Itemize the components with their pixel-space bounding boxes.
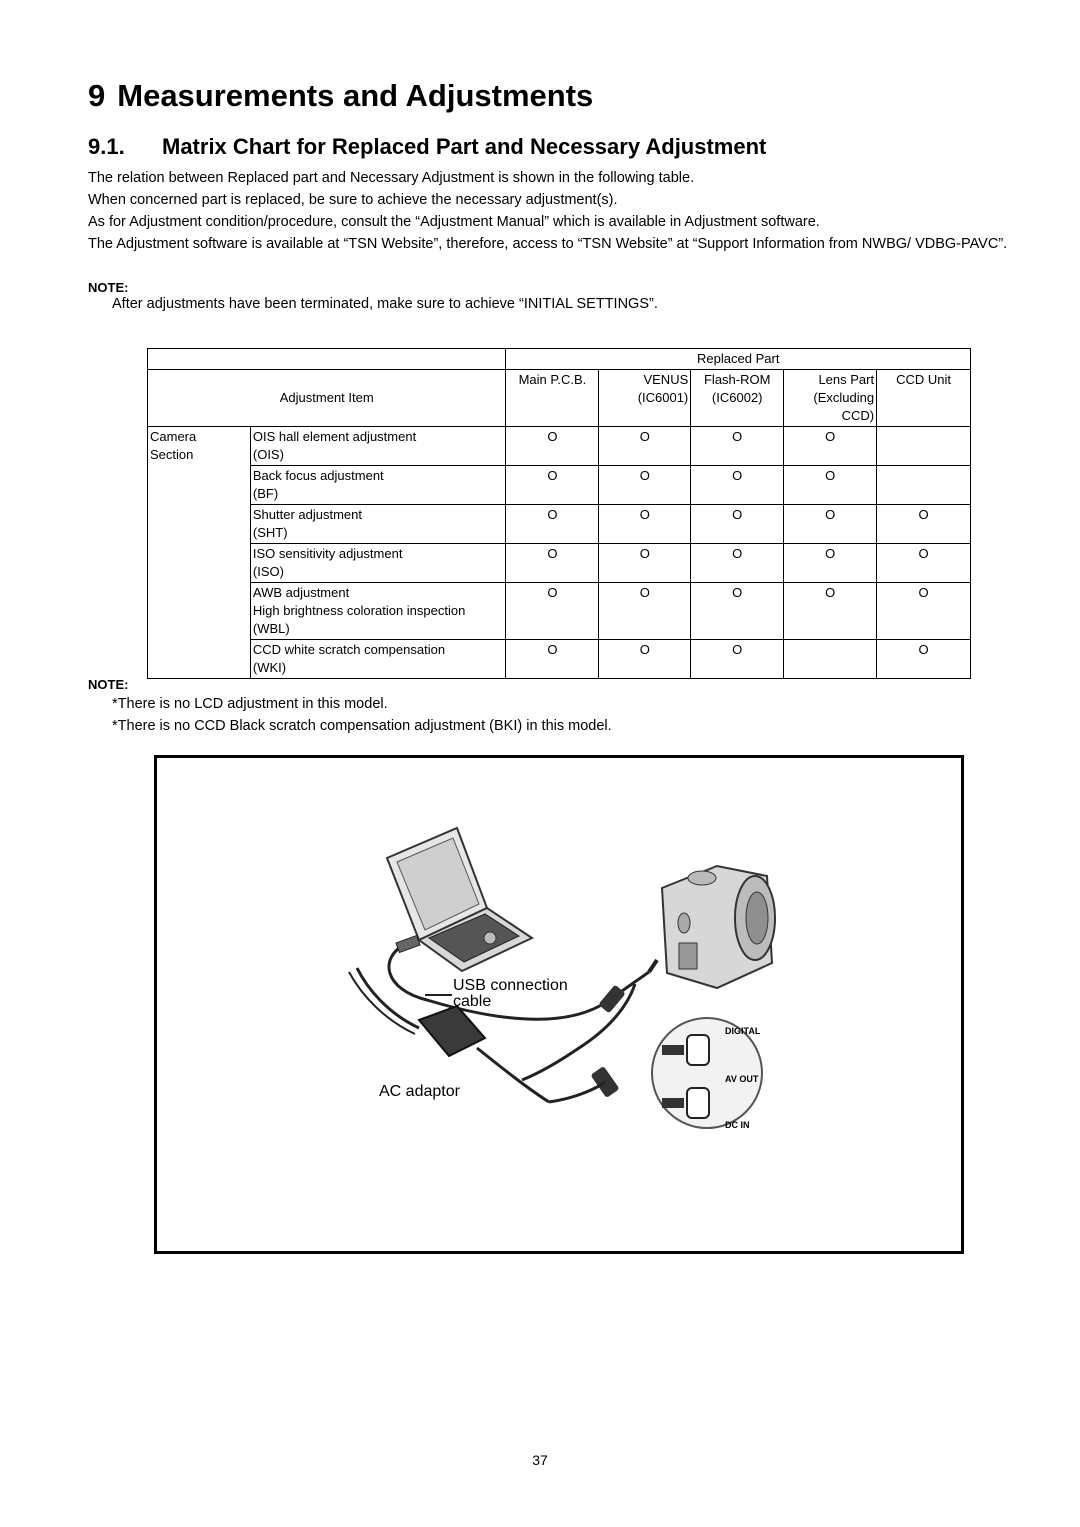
- connection-illustration: [157, 758, 961, 1251]
- mark-cell: O: [784, 544, 877, 583]
- adjustment-item-cell: ISO sensitivity adjustment (ISO): [250, 544, 506, 583]
- ac-adaptor-label: AC adaptor: [379, 1083, 460, 1100]
- intro-line: As for Adjustment condition/procedure, consult the “Adjustment Manual” which is available in Adjustment software.: [88, 214, 820, 230]
- table-row: [148, 640, 971, 679]
- section-heading: 9 Measurements and Adjustments: [88, 78, 594, 113]
- mark-cell: O: [599, 505, 691, 544]
- mark-cell: O: [877, 583, 971, 640]
- port-av-out-label: AV OUT: [725, 1074, 759, 1084]
- usb-cable: [389, 936, 657, 1080]
- mark-cell: [784, 640, 877, 679]
- table-header-row: [148, 349, 971, 370]
- adjustment-item-cell: Shutter adjustment (SHT): [250, 505, 506, 544]
- mark-cell: O: [506, 544, 599, 583]
- mark-cell: O: [506, 640, 599, 679]
- column-header: Lens Part (Excluding CCD): [784, 370, 877, 427]
- note-text: After adjustments have been terminated, make sure to achieve “INITIAL SETTINGS”.: [112, 296, 658, 312]
- mark-cell: O: [599, 640, 691, 679]
- mark-cell: O: [691, 427, 784, 466]
- mark-cell: O: [877, 505, 971, 544]
- column-header: VENUS (IC6001): [599, 370, 691, 427]
- intro-line: The relation between Replaced part and Necessary Adjustment is shown in the following table.: [88, 170, 695, 186]
- table-header-row: [148, 370, 971, 427]
- adjustment-item-cell: AWB adjustment High brightness coloration inspection (WBL): [250, 583, 506, 640]
- mark-cell: O: [784, 583, 877, 640]
- page-number: 37: [532, 1452, 548, 1468]
- usb-cable-label: cable: [453, 993, 492, 1010]
- mark-cell: O: [506, 583, 599, 640]
- table-row: [148, 583, 971, 640]
- mark-cell: O: [506, 427, 599, 466]
- camera-icon: [662, 866, 775, 988]
- mark-cell: O: [599, 544, 691, 583]
- adjustment-item-cell: Back focus adjustment (BF): [250, 466, 506, 505]
- port-detail-callout: [652, 1018, 762, 1130]
- mark-cell: O: [784, 427, 877, 466]
- mark-cell: O: [506, 505, 599, 544]
- camera-section-cell: Camera Section: [148, 427, 251, 679]
- note-label: NOTE:: [88, 677, 129, 692]
- mark-cell: O: [691, 640, 784, 679]
- adjustment-item-cell: CCD white scratch compensation (WKI): [250, 640, 506, 679]
- mark-cell: O: [691, 505, 784, 544]
- adjustment-item-cell: OIS hall element adjustment (OIS): [250, 427, 506, 466]
- mark-cell: O: [506, 466, 599, 505]
- table-row: [148, 427, 971, 466]
- mark-cell: O: [691, 466, 784, 505]
- mark-cell: O: [691, 544, 784, 583]
- adjustment-matrix-table: [147, 348, 971, 679]
- port-digital-label: DIGITAL: [725, 1026, 761, 1036]
- mark-cell: O: [599, 427, 691, 466]
- mark-cell: O: [877, 544, 971, 583]
- column-header: Main P.C.B.: [506, 370, 599, 427]
- table-row: [148, 544, 971, 583]
- mark-cell: O: [877, 640, 971, 679]
- mark-cell: O: [784, 505, 877, 544]
- connection-diagram: [154, 755, 964, 1254]
- mark-cell: O: [599, 583, 691, 640]
- port-dc-in-label: DC IN: [725, 1120, 750, 1130]
- column-header: Flash-ROM (IC6002): [691, 370, 784, 427]
- column-header: CCD Unit: [877, 370, 971, 427]
- mark-cell: O: [691, 583, 784, 640]
- intro-text: [88, 167, 1050, 255]
- table-row: [148, 466, 971, 505]
- intro-line: When concerned part is replaced, be sure to achieve the necessary adjustment(s).: [88, 192, 618, 208]
- mark-cell: [877, 427, 971, 466]
- usb-cable-label: USB connection: [453, 977, 568, 994]
- adjustment-item-header: Adjustment Item: [148, 370, 506, 427]
- note-label: NOTE:: [88, 280, 129, 295]
- table-row: [148, 505, 971, 544]
- mark-cell: O: [784, 466, 877, 505]
- note-text: *There is no LCD adjustment in this model. *There is no CCD Black scratch compensation adjustment (BKI) in this model.: [112, 696, 612, 734]
- mark-cell: O: [599, 466, 691, 505]
- replaced-part-header: Replaced Part: [506, 349, 971, 370]
- subsection-heading: 9.1. Matrix Chart for Replaced Part and Necessary Adjustment: [88, 134, 767, 159]
- intro-line: The Adjustment software is available at “TSN Website”, therefore, access to “TSN Website” at “Support Information from NWBG/ VDBG-PAVC”.: [88, 236, 1008, 252]
- mark-cell: [877, 466, 971, 505]
